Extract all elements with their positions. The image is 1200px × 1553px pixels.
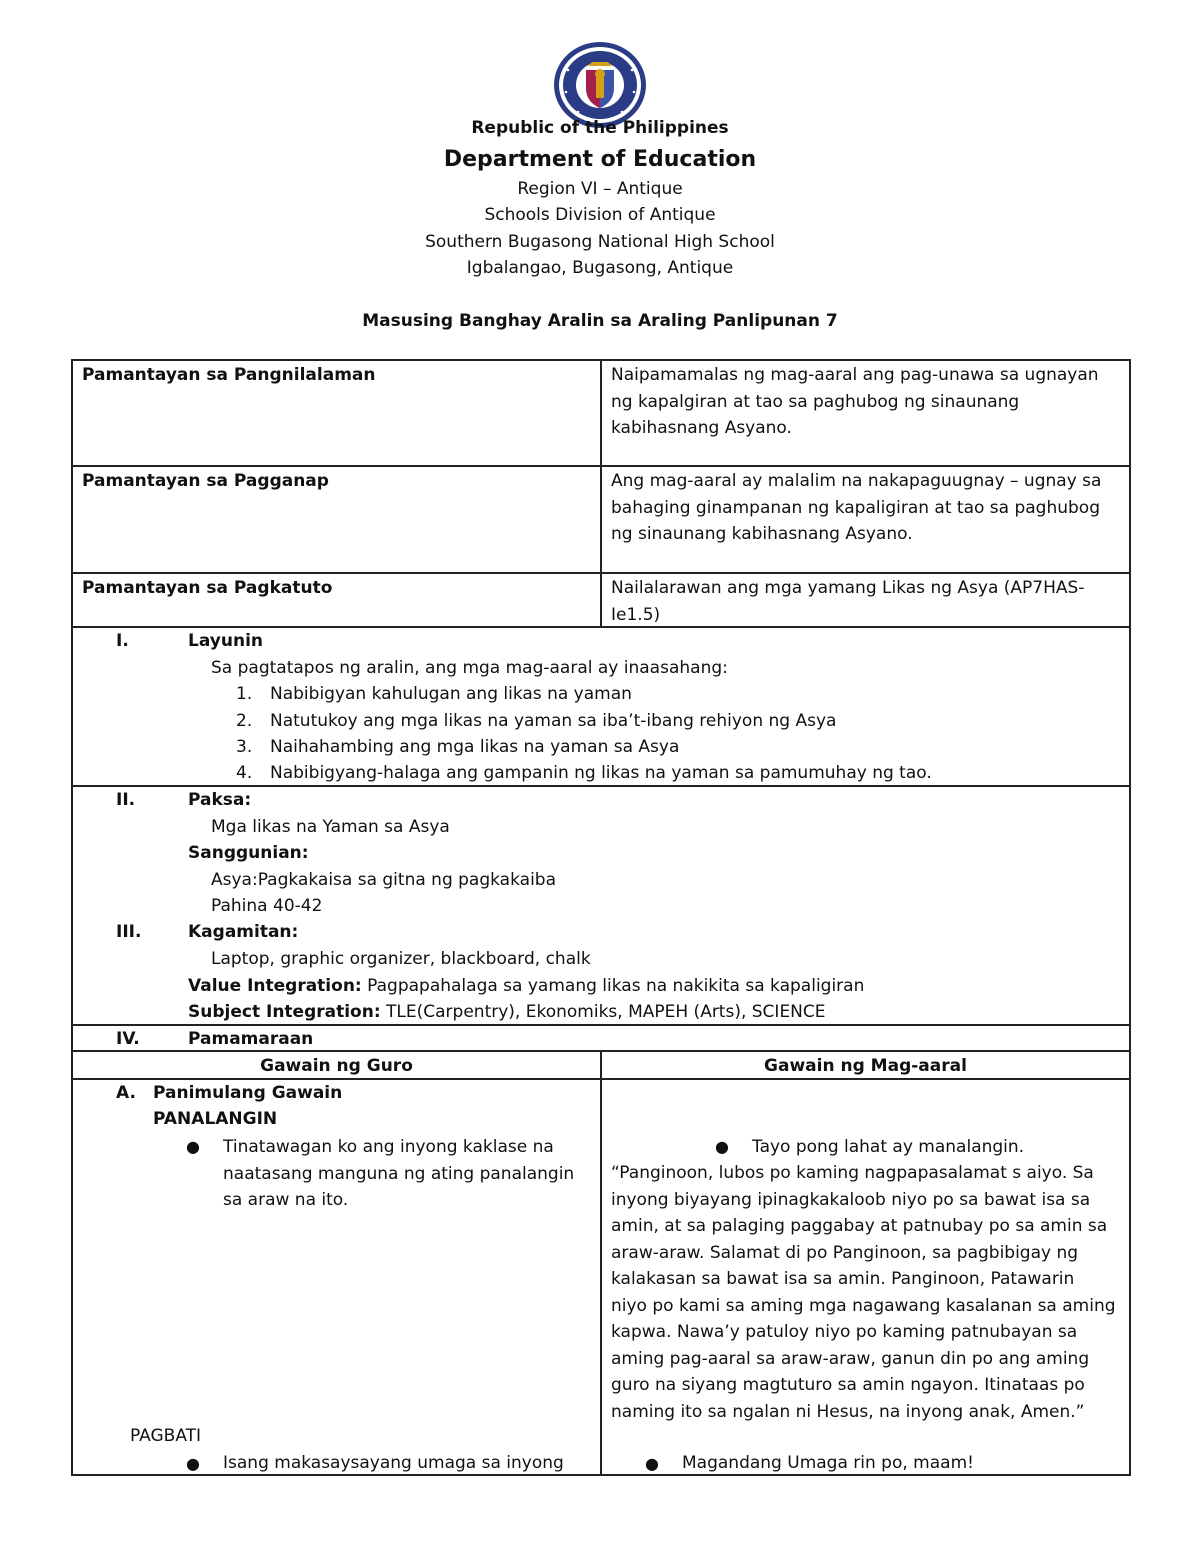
section-numeral-i: I. — [116, 631, 129, 651]
pagbati-heading: PAGBATI — [130, 1426, 202, 1446]
materials-list: Laptop, graphic organizer, blackboard, chalk — [211, 949, 591, 969]
lesson-plan-title: Masusing Banghay Aralin sa Araling Panlipunan 7 — [362, 311, 838, 331]
teacher-greeting: Isang makasaysayang umaga sa inyong — [223, 1453, 564, 1473]
teacher-prayer-instruction: Tinatawagan ko ang inyong kaklase na naatasang manguna ng ating panalangin sa araw na ito. — [223, 1137, 575, 1210]
standard-label-learning: Pamantayan sa Pagkatuto — [82, 578, 333, 598]
objective-number: 2. — [236, 711, 253, 731]
standard-performance-text: Ang mag-aaral ay malalim na nakapaguugnay – ugnay sa bahaging ginampanan ng kapaligiran at tao sa paghubog ng sinaunang kabihasnang Asyano. — [611, 471, 1102, 544]
paksa-topic: Mga likas na Yaman sa Asya — [211, 817, 450, 837]
value-integration: Value Integration: Pagpapahalaga sa yamang likas na nakikita sa kapaligiran — [188, 976, 865, 996]
division-text: Schools Division of Antique — [484, 205, 716, 225]
sanggunian-heading: Sanggunian: — [188, 843, 309, 863]
objective-text: Natutukoy ang mga likas na yaman sa iba’t-ibang rehiyon ng Asya — [270, 711, 837, 731]
table-border-right — [1129, 359, 1131, 1476]
layunin-heading: Layunin — [188, 631, 263, 651]
objective-text: Nabibigyang-halaga ang gampanin ng likas na yaman sa pamumuhay ng tao. — [270, 763, 932, 783]
bullet-icon: ● — [715, 1137, 729, 1156]
objective-number: 4. — [236, 763, 253, 783]
table-column-divider — [600, 1050, 602, 1476]
school-address: Igbalangao, Bugasong, Antique — [466, 258, 734, 278]
region-text: Region VI – Antique — [517, 179, 683, 199]
standard-label-performance: Pamantayan sa Pagganap — [82, 471, 329, 491]
section-numeral-iv: IV. — [116, 1029, 140, 1049]
standard-learning-text: Nailalarawan ang mga yamang Likas ng Asya (AP7HAS- Ie1.5) — [611, 578, 1085, 625]
subject-integration: Subject Integration: TLE(Carpentry), Ekonomiks, MAPEH (Arts), SCIENCE — [188, 1002, 826, 1022]
objective-number: 3. — [236, 737, 253, 757]
kagamitan-heading: Kagamitan: — [188, 922, 299, 942]
bullet-icon: ● — [186, 1454, 200, 1473]
pamamaraan-heading: Pamamaraan — [188, 1029, 314, 1049]
paksa-heading: Paksa: — [188, 790, 252, 810]
section-numeral-iii: III. — [116, 922, 142, 942]
table-column-divider — [600, 359, 602, 628]
table-border-left — [71, 359, 73, 1476]
bullet-icon: ● — [645, 1454, 659, 1473]
objective-text: Nabibigyan kahulugan ang likas na yaman — [270, 684, 632, 704]
column-header-teacher: Gawain ng Guro — [260, 1056, 413, 1076]
student-greeting: Magandang Umaga rin po, maam! — [682, 1453, 974, 1473]
table-rule — [71, 785, 1131, 787]
deped-seal-logo — [550, 40, 650, 130]
student-prayer-call: Tayo pong lahat ay manalangin. — [752, 1137, 1025, 1157]
objective-number: 1. — [236, 684, 253, 704]
school-name: Southern Bugasong National High School — [425, 232, 775, 252]
bullet-icon: ● — [186, 1137, 200, 1156]
section-numeral-ii: II. — [116, 790, 136, 810]
reference-pages: Pahina 40-42 — [211, 896, 323, 916]
table-rule — [71, 1024, 1131, 1026]
republic-heading: Republic of the Philippines — [471, 118, 729, 138]
reference-book: Asya:Pagkakaisa sa gitna ng pagkakaiba — [211, 870, 556, 890]
column-header-student: Gawain ng Mag-aaral — [764, 1056, 967, 1076]
student-prayer-text: “Panginoon, lubos po kaming nagpapasalamat s aiyo. Sa inyong biyayang ipinagkakaloob niyo po sa bawat isa sa amin, at sa palaging paggabay at patnubay po sa amin sa araw-araw. Salamat di po Panginoon, sa pagbibigay ng kalakasan sa bawat isa sa amin. Panginoon, Patawarin niyo po kami sa aming mga nagawang kasalanan sa aming kapwa. Nawa’y patuloy niyo po kaming patnubayan sa aming pag-aaral sa araw-araw, ganun din po ang aming guro na siyang magtuturo sa amin ngayon. Itinataas po naming ito sa ngalan ni Hesus, na inyong anak, Amen.” — [611, 1163, 1116, 1422]
department-heading: Department of Education — [443, 147, 757, 172]
objective-text: Naihahambing ang mga likas na yaman sa Asya — [270, 737, 680, 757]
standard-content-text: Naipamamalas ng mag-aaral ang pag-unawa sa ugnayan ng kapalgiran at tao sa paghubog ng sinaunang kabihasnang Asyano. — [611, 365, 1099, 438]
section-letter-a: A. — [116, 1083, 136, 1103]
panimulang-gawain-heading: Panimulang Gawain — [153, 1083, 343, 1103]
layunin-intro: Sa pagtatapos ng aralin, ang mga mag-aaral ay inaasahang: — [211, 658, 728, 678]
panalangin-heading: PANALANGIN — [153, 1109, 278, 1129]
standard-label-content: Pamantayan sa Pangnilalaman — [82, 365, 376, 385]
